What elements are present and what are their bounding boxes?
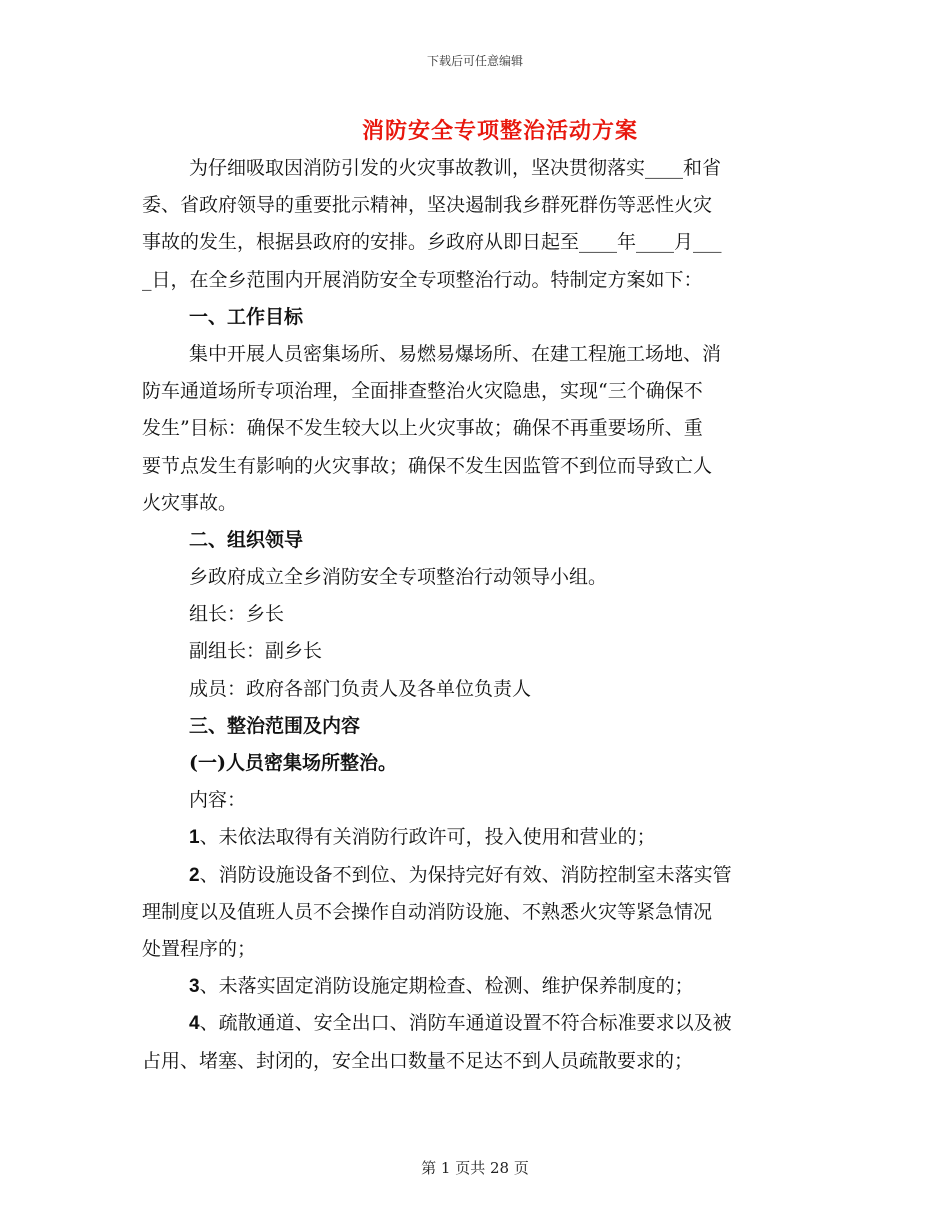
subsection-heading: (一)人员密集场所整治。 [189,752,397,774]
org-line: 组长：乡长 [189,603,285,626]
org-line: 成员：政府各部门负责人及各单位负责人 [189,677,532,700]
section-heading-3: 三、整治范围及内容 [189,714,361,737]
paragraph-line: 委、省政府领导的重要批示精神，坚决遏制我乡群死群伤等恶性火灾 [142,194,713,217]
section-heading-1: 一、工作目标 [189,305,304,328]
list-item-continuation: 处置程序的； [142,937,257,960]
document-body [142,150,810,1080]
org-line: 乡政府成立全乡消防安全专项整治行动领导小组。 [189,566,608,589]
header-note: 下载后可任意编辑 [426,54,523,68]
org-line: 副组长：副乡长 [189,640,323,663]
item-text: 、未依法取得有关消防行政许可，投入使用和营业的； [199,826,656,849]
document-title: 消防安全专项整治活动方案 [361,118,638,144]
paragraph-line: _日，在全乡范围内开展消防安全专项整治行动。特制定方案如下： [142,268,703,291]
page-footer: 第 1 页共 28 页 [421,1159,529,1177]
list-item [142,857,810,894]
list-item [142,968,810,1005]
paragraph-line: 事故的发生，根据县政府的安排。乡政府从即日起至____年____月___ [142,231,722,254]
item-text: 、疏散通道、安全出口、消防车通道设置不符合标准要求以及被 [199,1012,732,1035]
list-item [142,819,810,856]
content-label: 内容： [189,789,247,812]
paragraph-line: 防车通道场所专项治理，全面排查整治火灾隐患，实现“三个确保不 [142,380,703,403]
paragraph-line: 火灾事故。 [142,491,238,514]
item-number: 1 [189,827,200,849]
list-item-continuation: 占用、堵塞、封闭的，安全出口数量不足达不到人员疏散要求的； [142,1049,694,1072]
paragraph-line: 发生”目标：确保不发生较大以上火灾事故；确保不再重要场所、重 [142,417,703,440]
item-number: 2 [189,864,200,886]
item-text: 、未落实固定消防设施定期检查、检测、维护保养制度的； [199,975,694,998]
paragraph-line: 集中开展人员密集场所、易燃易爆场所、在建工程施工场地、消 [189,342,722,365]
item-number: 4 [189,1013,200,1035]
paragraph-line: 为仔细吸取因消防引发的火灾事故教训，坚决贯彻落实____和省 [189,157,722,179]
paragraph-line: 要节点发生有影响的火灾事故；确保不发生因监管不到位而导致亡人 [142,454,713,477]
list-item-continuation: 理制度以及值班人员不会操作自动消防设施、不熟悉火灾等紧急情况 [142,900,713,923]
item-number: 3 [189,976,200,998]
list-item [142,1005,810,1042]
section-heading-2: 二、组织领导 [189,528,304,551]
item-text: 、消防设施设备不到位、为保持完好有效、消防控制室未落实管 [199,863,732,886]
